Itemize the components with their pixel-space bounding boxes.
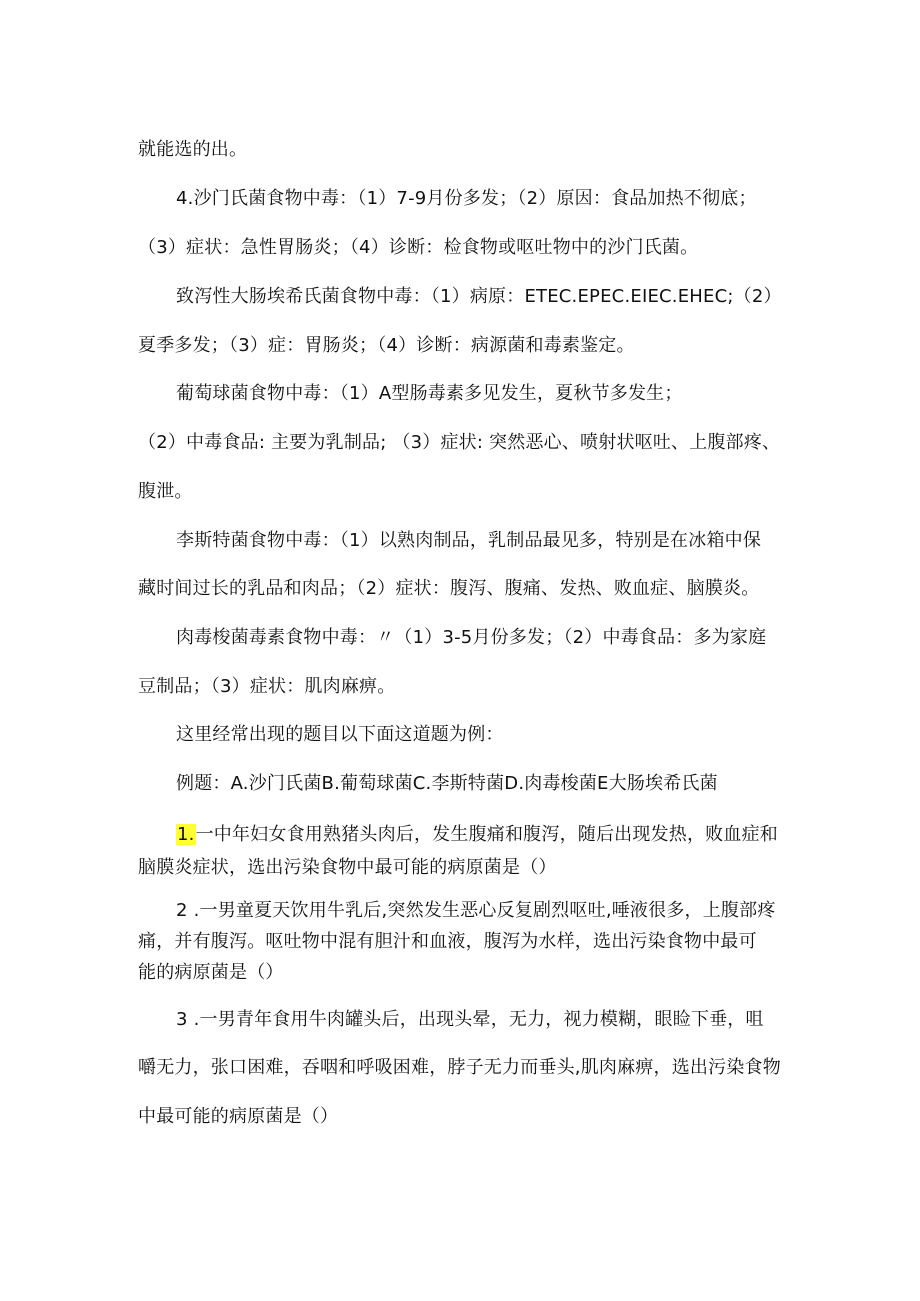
text-line: 藏时间过长的乳品和肉品；（2）症状：腹泻、腹痛、发热、败血症、脑膜炎。: [138, 578, 760, 599]
staphylococcus-paragraph: 葡萄球菌食物中毒：（1）A型肠毒素多见发生，夏秋节多发生；: [176, 383, 683, 404]
question-1: [176, 823, 778, 847]
text-line: （3）症状：急性胃肠炎；（4）诊断：检食物或呕吐物中的沙门氏菌。: [138, 237, 699, 258]
listeria-paragraph: 李斯特菌食物中毒：（1）以熟肉制品，乳制品最见多，特别是在冰箱中保: [176, 530, 762, 551]
text-line: 脑膜炎症状，选出污染食物中最可能的病原菌是（）: [138, 857, 557, 878]
question-1-text: 一中年妇女食用熟猪头肉后，发生腹痛和腹泻，随后出现发热，败血症和: [195, 824, 778, 845]
example-options: 例题：A.沙门氏菌B.葡萄球菌C.李斯特菌D.肉毒梭菌E大肠埃希氏菌: [176, 773, 718, 794]
text-line: 嚼无力，张口困难，吞咽和呼吸困难，脖子无力而垂头,肌肉麻痹，选出污染食物: [138, 1057, 781, 1078]
question-3: 3 .一男青年食用牛肉罐头后，出现头晕，无力，视力模糊，眼睑下垂，咀: [176, 1009, 764, 1030]
botulinum-paragraph: 肉毒梭菌毒素食物中毒：〃（1）3-5月份多发；（2）中毒食品：多为家庭: [176, 627, 767, 648]
text-line: 腹泄。: [138, 481, 193, 502]
text-line: 中最可能的病原菌是（）: [138, 1106, 339, 1127]
salmonella-paragraph: 4.沙门氏菌食物中毒：（1）7-9月份多发；（2）原因：食品加热不彻底；: [176, 188, 757, 209]
intro-paragraph: 这里经常出现的题目以下面这道题为例：: [176, 724, 504, 745]
text-line: 豆制品；（3）症状：肌肉麻痹。: [138, 676, 396, 697]
text-line: （2）中毒食品: 主要为乳制品; （3）症状: 突然恶心、喷射状呕吐、上腹部疼、: [138, 432, 781, 453]
text-line: 能的病原菌是（）: [138, 962, 284, 983]
text-line: 夏季多发；（3）症：胃肠炎；（4）诊断：病源菌和毒素鉴定。: [138, 335, 635, 356]
ecoli-paragraph: 致泻性大肠埃希氏菌食物中毒：（1）病原：ETEC.EPEC.EIEC.EHEC;（2）: [176, 286, 782, 307]
question-2: 2 .一男童夏天饮用牛乳后,突然发生恶心反复剧烈呕吐,唾液很多，上腹部疼: [176, 900, 776, 921]
highlighted-question-number: 1.: [177, 824, 195, 845]
text-line: 就能选的出。: [138, 139, 248, 160]
text-line: 痛，并有腹泻。呕吐物中混有胆汁和血液，腹泻为水样，选出污染食物中最可: [138, 931, 757, 952]
